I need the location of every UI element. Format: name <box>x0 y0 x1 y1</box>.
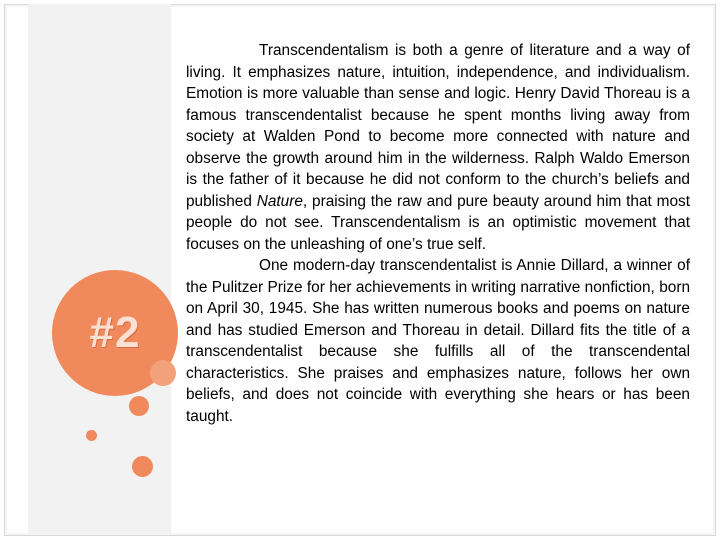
decorative-circle <box>86 430 97 441</box>
decorative-circle <box>129 396 149 416</box>
left-stripe <box>28 4 171 534</box>
paragraph-transcendentalism <box>186 40 690 255</box>
paragraph-text: Transcendentalism is both a genre of literature and a way of living. It emphasizes nature, intuition, independence, and individualism. Emotion is more valuable than sense and logic. Henry David Thoreau is a famous transcendentalist because he spent months living away from society at Walden Pond to become more connected with nature and observe the growth around him in the wilderness. Ralph Waldo Emerson is the father of it because he did not conform to the church’s beliefs and published <box>186 42 690 210</box>
slide-number-badge: #2 <box>89 308 141 357</box>
book-title-nature: Nature <box>256 192 303 210</box>
body-text <box>186 40 690 427</box>
decorative-circle <box>132 456 153 477</box>
paragraph-text: , praising the raw and pure beauty around him that most people do not see. Transcendentalism is an optimistic movement that focuses on the unleashing of one’s true self. <box>186 192 690 253</box>
paragraph-annie-dillard: One modern-day transcendentalist is Annie Dillard, a winner of the Pulitzer Prize for her achievements in writing narrative nonfiction, born on April 30, 1945. She has written numerous books and poems on nature and has studied Emerson and Thoreau in detail. Dillard fits the title of a transcendentalist because she fulfills all of the transcendental characteristics. She praises and emphasizes nature, follows her own beliefs, and does not coincide with everything she hears or has been taught. <box>186 257 690 425</box>
decorative-circle <box>150 360 176 386</box>
